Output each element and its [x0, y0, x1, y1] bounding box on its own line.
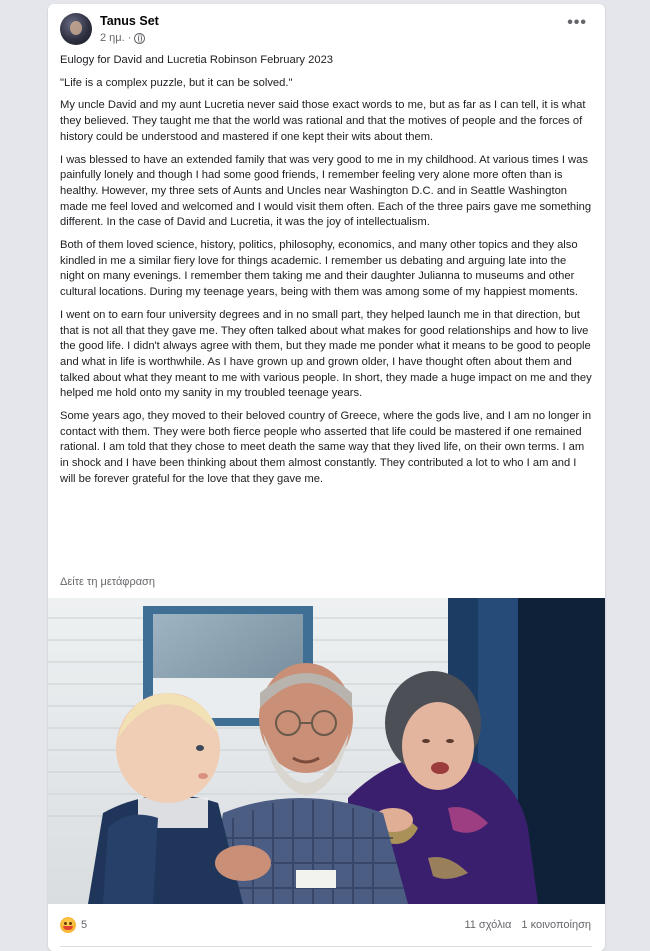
post-timestamp[interactable]: 2 ημ. ·: [100, 32, 132, 44]
see-translation-link[interactable]: Δείτε τη μετάφραση: [60, 576, 155, 588]
more-options-icon[interactable]: •••: [567, 14, 587, 31]
post-title: Eulogy for David and Lucretia Robinson February 2023: [60, 54, 334, 66]
post-photo[interactable]: [48, 598, 605, 904]
post-footer: [48, 904, 605, 951]
post-paragraph: "Life is a complex puzzle, but it can be solved.": [60, 76, 293, 89]
comments-count-link[interactable]: 11 σχόλια: [464, 919, 512, 931]
haha-reaction-icon[interactable]: [60, 917, 76, 933]
post-paragraph: Some years ago, they moved to their beloved country of Greece, where the gods live, and I am no longer in contact with them. They were both fierce people who asserted that life could be mastered if one remained rational. I am told that they chose to meet death the same way that they lived life, on their own terms. I am in shock and I have been thinking about them almost constantly. They contributed a lot to who I am and I will be forever grateful for the love that they gave me.: [60, 410, 592, 485]
post-paragraph: I went on to earn four university degrees and in no small part, they helped launch me in that direction, but that is not all that they gave me. They often talked about what makes for good relationships and how to live the good life. I didn't always agree with them, but they made me ponder what it means to be good to people and what in life is worthwhile. As I have grown up and grown older, I have thought often about them and talked about what they meant to me with various people. In short, they made a huge impact on me and they helped me hold onto my sanity in my troubled teenage years.: [60, 308, 592, 400]
footer-divider: [60, 946, 592, 947]
author-name[interactable]: Tanus Set: [100, 14, 159, 28]
shares-count-link[interactable]: 1 κοινοποίηση: [521, 919, 591, 931]
post-paragraph: My uncle David and my aunt Lucretia never said those exact words to me, but as far as I can tell, it is what they believed. They taught me that the world was rational and that the motives of people and the forces of history could be understood and mastered if one kept their wits about them.: [60, 99, 586, 143]
post-paragraph: Both of them loved science, history, politics, philosophy, economics, and many other topics and they also kindled in me a similar fiery love for things academic. I remember us debating and arguing late into the night on many evenings. I remember them taking me and their daughter Julianna to museums and other cultural locations. During my teenage years, being with them was among some of my happiest moments.: [60, 239, 578, 299]
post-body: [60, 53, 592, 495]
engagement-stats: [464, 919, 591, 931]
reaction-count[interactable]: 5: [81, 919, 88, 931]
photo-illustration: [48, 598, 605, 904]
post-card: [48, 4, 605, 951]
post-header: [48, 4, 605, 54]
post-paragraph: I was blessed to have an extended family that was very good to me in my childhood. At various times I was painfully lonely and though I had some good friends, I remember feeling very alone more often than is healthy. However, my three sets of Aunts and Uncles near Washington D.C. and in Seattle Washington made me feel loved and welcomed and I would visit them often. Each of the three pairs gave me something different. In the case of David and Lucretia, it was the joy of intellectualism.: [60, 153, 592, 229]
globe-icon: [134, 33, 145, 44]
post-meta: [100, 32, 145, 44]
author-avatar[interactable]: [60, 13, 92, 45]
